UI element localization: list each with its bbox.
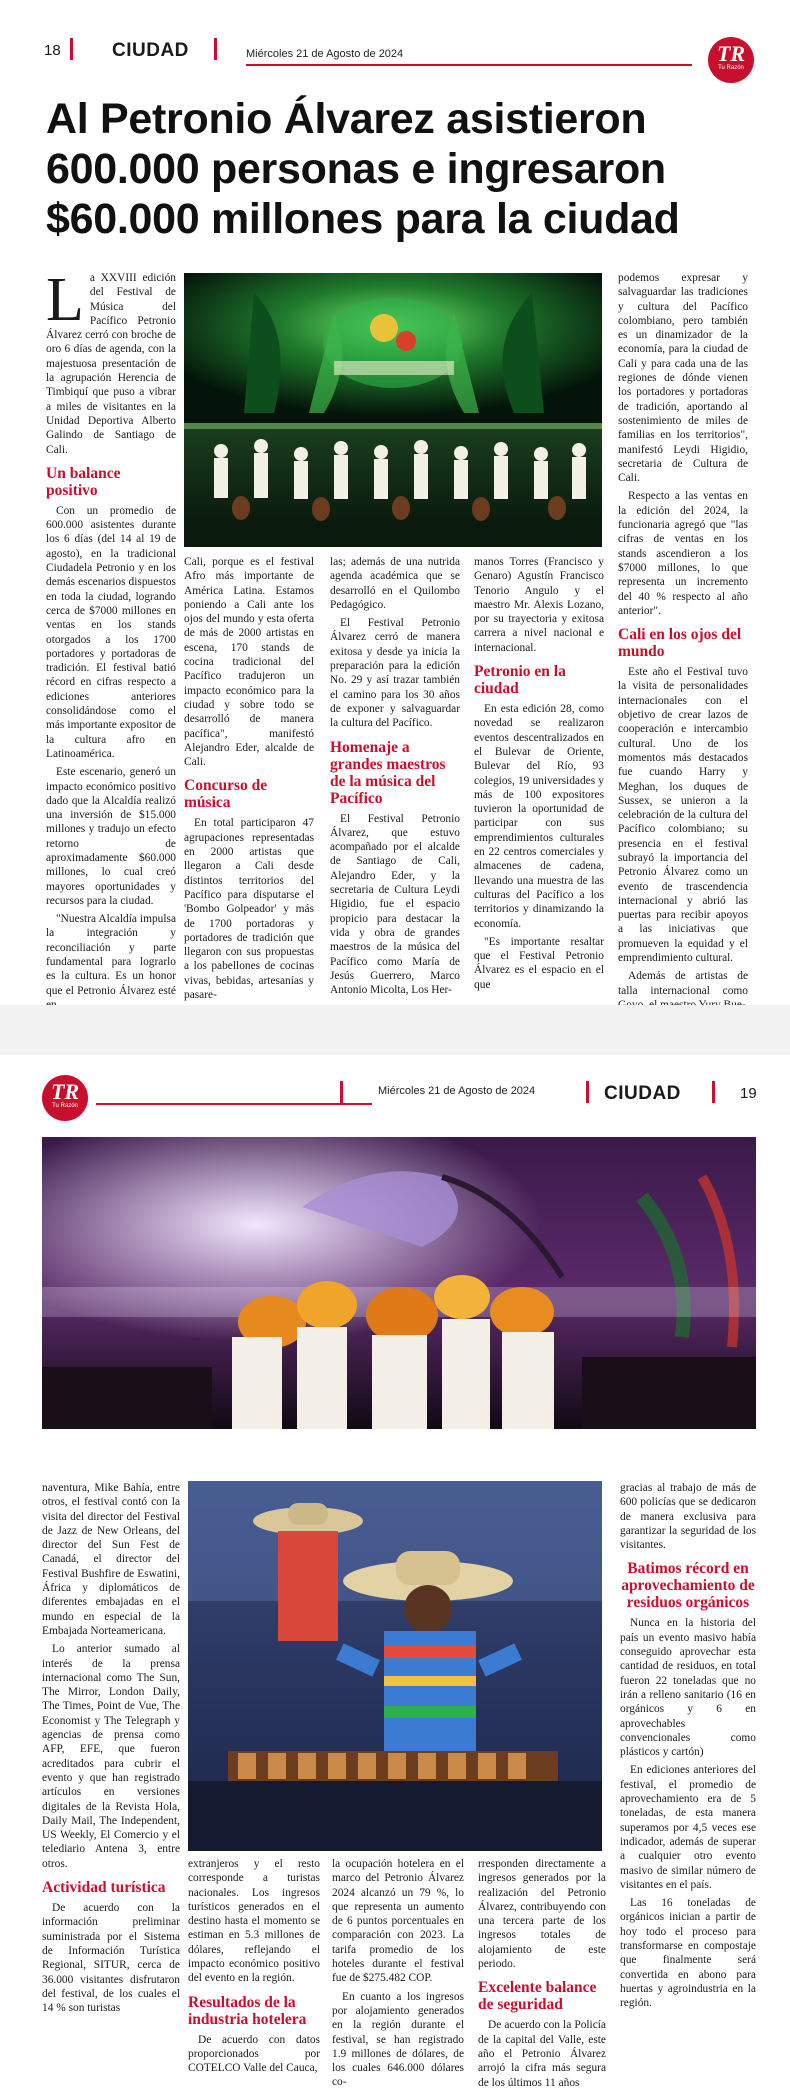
festival-stage-photo (184, 273, 602, 547)
tu-razon-logo: TR Tu Razón (708, 37, 754, 83)
paragraph: podemos expresar y salvaguardar las tradiciones y cultura del Pacífico colombiano, pero también es un dinamizador de la economía, para la ciudad de Cali y para cada una de las regiones de dónde vienen los portadores y portadoras de tradición, aportando al sostenimiento de miles de familias en los territorios", manifestó Leydi Higidio, secretaria de Cultura de Cali. (618, 272, 748, 485)
tu-razon-logo: TR Tu Razón (42, 1075, 88, 1121)
headline: Al Petronio Álvarez asistieron 600.000 personas e ingresaron $60.000 millones para la ciudad (46, 95, 680, 243)
paragraph: En esta edición 28, como novedad se realizaron eventos descentralizados en el Bulevar de Oriente, Bulevar del Río, 93 colegios, 19 universidades y más de 100 expositores tuvieron la oportunidad de participar con sus emprendimientos culturales en 22 centros comerciales y almacenes de cadena, llevando una muestra de las culturas del Pacífico a los territorios y dinamizando la economía. (474, 703, 604, 930)
paragraph: En cuanto a los ingresos por alojamiento generados en la región durante el festival, se han registrado 1.9 millones de dólares, de los cuales 646.000 dólares co- (332, 1990, 464, 2089)
section-label: CIUDAD (604, 1083, 681, 1104)
article-column-1 (46, 266, 176, 1016)
header-divider (712, 1081, 715, 1103)
subheading-balance: Un balance positivo (46, 464, 121, 499)
article-column-5 (620, 1481, 756, 2015)
performers-photo (42, 1137, 756, 1429)
article-column-1 (42, 1481, 180, 2019)
drop-cap: L (46, 266, 84, 334)
subheading-hotelera: Resultados de la industria hotelera (188, 1993, 307, 2028)
header-date: Miércoles 21 de Agosto de 2024 (246, 48, 404, 60)
article-column-5 (618, 271, 748, 1016)
paragraph: las; además de una nutrida agenda académica que se desarrolló en el Quilombo Pedagógico. (330, 556, 460, 611)
page-gap (0, 1005, 790, 1055)
paragraph: rresponden directamente a ingresos generados por la realización del Petronio Álvarez, contribuyendo con una tercera parte de los ingresos totales de alojamiento de este periodo. (478, 1858, 606, 1971)
subheading-homenaje: Homenaje a grandes maestros de la música del Pacífico (330, 738, 446, 807)
lead-paragraph: La XXVIII edición del Festival de Música del Pacífico Petronio Álvarez cerró con broche de oro 6 días de agenda, con la majestuosa presentación de la agrupación Herencia de Timbiquí que puso a vibrar a miles de visitantes en la Unidad Deportiva Alberto Galindo de Santiago de Cali. (46, 266, 176, 456)
paragraph: De acuerdo con la información preliminar suministrada por el Sistema de Información Turística Regional, SITUR, cerca de 36.000 visitantes disfrutaron del festival, de los cuales el 14 % son turistas (42, 1902, 180, 2015)
subheading-turistica: Actividad turística (42, 1879, 166, 1897)
header-divider (340, 1081, 343, 1103)
header-divider (214, 38, 217, 60)
paragraph: gracias al trabajo de más de 600 policías que se dedicaron de manera exclusiva para garantizar la seguridad de los visitantes. (620, 1482, 756, 1552)
page-19 (0, 1055, 790, 2089)
page-number: 18 (44, 42, 61, 59)
paragraph: Nunca en la historia del país un evento masivo había conseguido aprovechar esta cantidad de residuos, en total fueron 22 toneladas que no irán a relleno sanitario (16 en orgánicos y 6 en aprovechables convencionales como plásticos y cartón) (620, 1617, 756, 1759)
paragraph: De acuerdo con la Policía de la capital del Valle, este año el Petronio Álvarez arrojó la cifra más segura de los últimos 11 años (478, 2019, 606, 2089)
article-column-3 (332, 1857, 464, 2094)
subheading-cali-ojos: Cali en los ojos del mundo (618, 626, 742, 661)
paragraph: "Es importante resaltar que el Festival Petronio Álvarez es el espacio en el que (474, 935, 604, 991)
paragraph: Cali, porque es el festival Afro más importante de América Latina. Estamos poniendo a Cali ante los ojos del mundo y esta oferta de más de 2000 artistas en escena, 170 stands de cocina tradicional del Pacífico tradujeron un impacto económico para la ciudad y sobre todo se desarrolló de manera pacífica", manifestó Alejandro Eder, alcalde de Cali. (184, 556, 314, 769)
page-header (0, 28, 790, 71)
header-divider (70, 38, 73, 60)
paragraph: "Nuestra Alcaldía impulsa la integración y reconciliación y parte fundamental para lograrlo es la cultura. Es un honor que el Petronio Álvarez esté (46, 913, 176, 997)
header-divider (586, 1081, 589, 1103)
header-rule (96, 1103, 372, 1105)
page-number: 19 (740, 1085, 757, 1102)
paragraph: la ocupación hotelera en el marco del Petronio Álvarez 2024 alcanzó un 79 %, lo que representa un aumento de 6 puntos porcentuales en comparación con 2023. La tarifa promedio de los hoteles durante el festival fue de $275.482 COP. (332, 1858, 464, 1985)
paragraph: Respecto a las ventas en la edición del 2024, la funcionaria agregó que "las cifras de ventas en los stands ascendieron a los $7000 millones, lo que representa un incremento del 40 % respecto al año anterior". (618, 490, 748, 617)
article-column-3 (330, 555, 460, 1001)
subheading-concurso: Concurso de música (184, 777, 268, 812)
page-18 (0, 0, 790, 1005)
paragraph: El Festival Petronio Álvarez, que estuvo acompañado por el alcalde de Santiago de Cali, Alejandro Eder, y la secretaria de Cultura Leydi Higidio, fue el espacio propicio para destacar la vida y obra de grandes maestros de la música del Pacífico como María de Jesús Guerrero, Marco Antonio Micolta, Los Her- (330, 812, 460, 997)
subheading-seguridad: Excelente balance de seguridad (478, 1979, 597, 2014)
paragraph: manos Torres (Francisco y Genaro) Agustín Francisco Tenorio Angulo y el maestro Mr. Alexis Lozano, por su trayectoria y exitosa carrera a nivel nacional e internacional. (474, 556, 604, 654)
header-date: Miércoles 21 de Agosto de 2024 (378, 1085, 536, 1097)
paragraph: extranjeros y el resto corresponde a turistas nacionales. Los ingresos turísticos generados en el destino hasta el momento se estiman en 5.3 millones de dólares, reflejando el impacto económico positivo del evento en la región. (188, 1858, 320, 1985)
section-label: CIUDAD (112, 40, 189, 61)
paragraph: Este escenario, generó un impacto económico positivo dado que la Alcaldía realizó una inversión de $15.000 millones y tradujo un efecto retorno de aproximadamente $60.000 millones, lo cual creó mayores oportunidades y recursos para la ciudad. (46, 766, 176, 907)
paragraph: Las 16 toneladas de orgánicos inician a partir de hoy todo el proceso para transformarse en compostaje que finalmente será convertida en abono para huertas y agroindustria en la región. (620, 1897, 756, 2010)
article-column-4 (478, 1857, 606, 2094)
subheading-petronio-ciudad: Petronio en la ciudad (474, 663, 566, 698)
paragraph: Con un promedio de 600.000 asistentes durante los 6 días (del 14 al 19 de agosto), en la tradicional Ciudadela Petronio y en los demás escenarios dispuestos en toda la ciudad, logrando cerca de $7000 millones en ventas en los stands otorgados a los 1700 portadores y portadoras de tradición. El festival batió récord en cifras respecto a ediciones anteriores consolidándose como el más importante expositor de la cultura afro en Latinoamérica. (46, 504, 176, 760)
article-column-4 (474, 555, 604, 996)
paragraph: De acuerdo con datos proporcionados por COTELCO Valle del Cauca, (188, 2033, 320, 2075)
marimba-player-photo (188, 1481, 602, 1851)
page-header (0, 1075, 790, 1115)
subheading-residuos: Batimos récord en aprovechamiento de residuos orgánicos (621, 1560, 755, 1612)
paragraph: naventura, Mike Bahía, entre otros, el festival contó con la visita del director del Festival de Jazz de New Orleans, del director del Sun Fest de Canadá, el director del Festival Bushfire de Eswatini, África y diplomáticos de diferentes embajadas en el mundo en especial de la Embajada Norteamericana. (42, 1482, 180, 1637)
paragraph: Además de artistas de talla internacional como (618, 970, 748, 997)
paragraph: Lo anterior sumado al interés de la prensa internacional como The Sun, The Mirror, London Daily, The Times, Point de Vue, The Economist y The Telegraph y agencias de prensa como AFP, EFE, que fueron acreditados para cubrir el evento y que han registrado artículos en versiones digitales de la Revista Hola, Daily Mail, The Independent, US Weekly, El Comercio y el telediario Antena 3, entre otros. (42, 1643, 180, 1870)
paragraph: En ediciones anteriores del festival, el promedio de aprovechamiento era de 5 toneladas, de esta manera superamos por 4,5 veces ese indicador, además de superar a cualquier otro evento masivo de similar número de visitantes en el país. (620, 1764, 756, 1891)
article-column-2 (188, 1857, 320, 2080)
header-rule (246, 64, 692, 66)
article-column-2 (184, 555, 314, 1006)
paragraph: En total participaron 47 agrupaciones representadas en 2000 artistas que llegaron a Cali desde distintos territorios del Pacífico para disputarse el 'Bombo Golpeador' y más de 1700 portadoras y portadores de tradición que llegaron con sus propuestas a los pabellones de cocinas vivas, bebidas, artesanías y pasare- (184, 817, 314, 1002)
paragraph: Este año el Festival tuvo la visita de personalidades internacionales con el objetivo de crear lazos de cooperación e intercambio cultural. Uno de los momentos más destacados fue cuando Harry y Meghan, los duques de Sussex, se unieron a la celebración de la cultura del Pacífico colombiano; su presencia en el festival subrayó la importancia del Petronio Álvarez como un evento de trascendencia internacional y abrió las puertas para recibir apoyos a las iniciativas que promueven la equidad y el emprendimiento cultural. (618, 666, 748, 965)
paragraph: El Festival Petronio Álvarez cerró de manera exitosa y desde ya inicia la preparación para la edición No. 29 y así trazar también el camino para los 30 años de exponer y salvaguardar la cultura del Pacífico. (330, 617, 460, 730)
